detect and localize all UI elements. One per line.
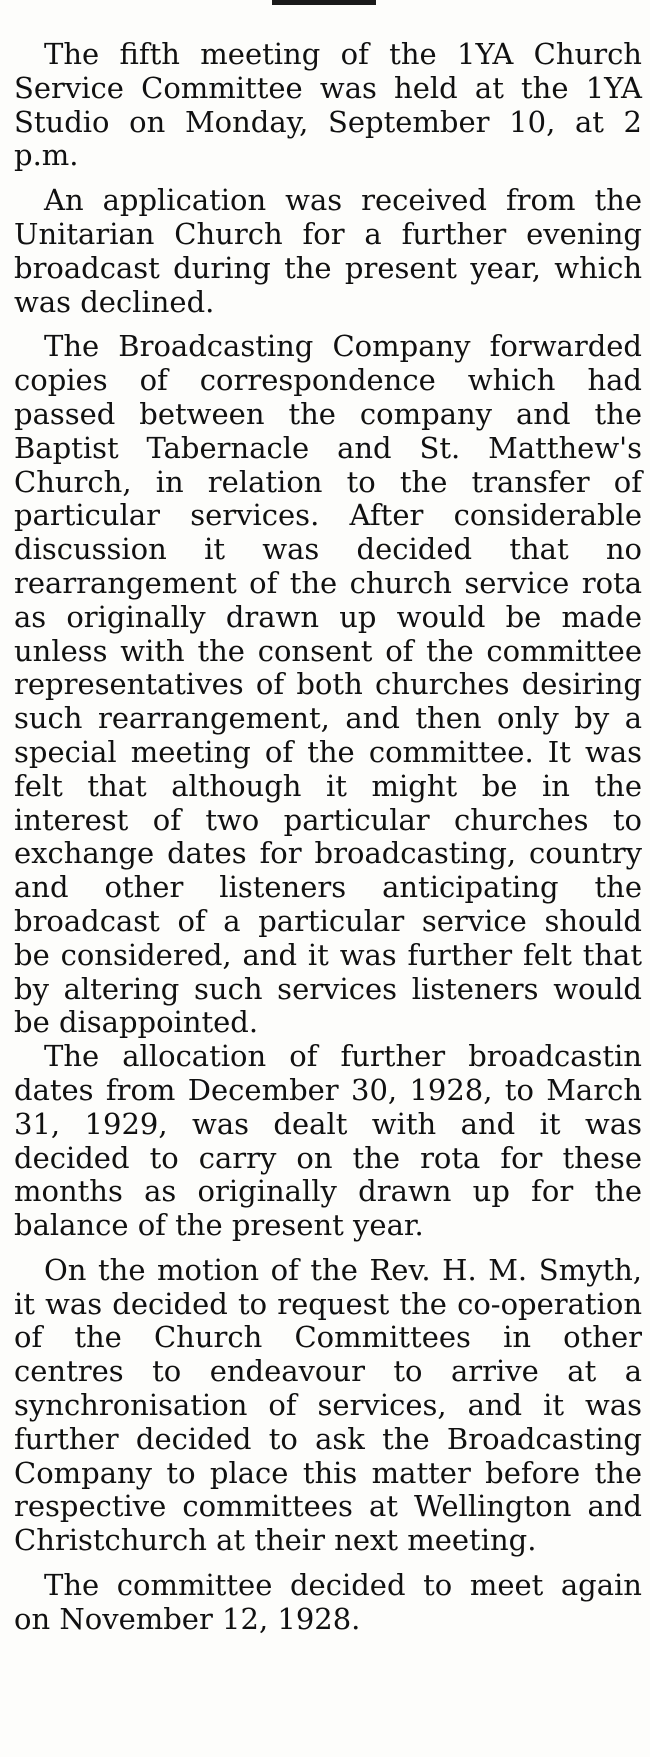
paragraph-unitarian-application: An application was received from the Unitarian Church for a further evening broadcast during the present year, which was declined. <box>14 183 642 319</box>
paragraph-meeting-intro: The fifth meeting of the 1YA Church Service Committee was held at the 1YA Studio on Monday, September 10, at 2 p.m. <box>14 37 642 173</box>
paragraph-synchronisation: On the motion of the Rev. H. M. Smyth, it was decided to request the co-operation of the Church Committees in other centres to endeavour to arrive at a synchronisation of services, and it was further decided to ask the Broadcasting Company to place this matter before the respective committees at Wellington and Christchurch at their next meeting. <box>14 1252 642 1558</box>
paragraph-next-meeting: The committee decided to meet again on November 12, 1928. <box>14 1568 642 1636</box>
article-body <box>14 38 642 1648</box>
paragraph-allocation: The allocation of further broadcastin dates from December 30, 1928, to March 31, 1929, was dealt with and it was decided to carry on the rota for these months as originally drawn up for the balance of the present year. <box>14 1039 642 1243</box>
top-rule <box>272 0 376 5</box>
paragraph-correspondence: The Broadcasting Company forwarded copies of correspondence which had passed between the company and the Baptist Tabernacle and St. Matthew's Church, in relation to the transfer of particular services. After considerable discussion it was decided that no rearrangement of the church service rota as originally drawn up would be made unless with the consent of the committee representatives of both churches desiring such rearrangement, and then only by a special meeting of the committee. It was felt that although it might be in the interest of two particular churches to exchange dates for broadcasting, country and other listeners anticipating the broadcast of a particular service should be considered, and it was further felt that by altering such services listeners would be disappointed. <box>14 329 642 1040</box>
